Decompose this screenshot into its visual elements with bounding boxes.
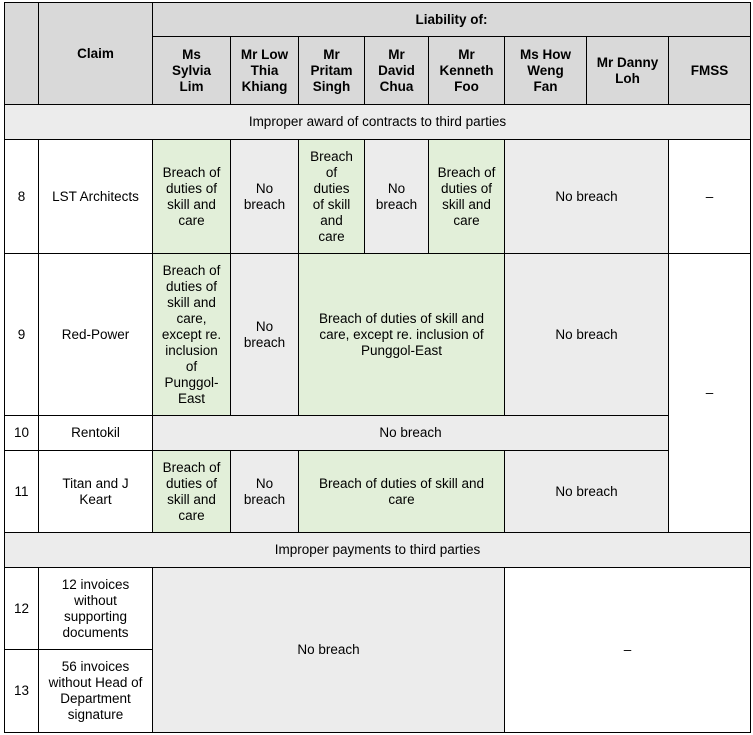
header-party-loh: Mr Danny Loh	[587, 37, 669, 105]
cell-low: No breach	[231, 140, 299, 254]
cell-fmss: –	[669, 254, 751, 533]
header-row-1	[5, 3, 751, 37]
claim-name: Red-Power	[39, 254, 153, 416]
cell-singh-to-foo: Breach of duties of skill and care, except re. inclusion of Punggol-East	[299, 254, 505, 416]
row-number: 13	[5, 650, 39, 733]
row-number: 11	[5, 451, 39, 533]
cell-lim: Breach of duties of skill and care	[153, 451, 231, 533]
cell-foo: Breach of duties of skill and care	[429, 140, 505, 254]
cell-chua: No breach	[365, 140, 429, 254]
row-number: 8	[5, 140, 39, 254]
header-party-fmss: FMSS	[669, 37, 751, 105]
cell-all-parties: No breach	[153, 416, 669, 451]
table-row	[5, 140, 751, 254]
header-party-how: Ms How Weng Fan	[505, 37, 587, 105]
cell-fmss: –	[669, 140, 751, 254]
cell-how-loh: No breach	[505, 140, 669, 254]
claim-name: Titan and J Keart	[39, 451, 153, 533]
header-party-foo: Mr Kenneth Foo	[429, 37, 505, 105]
row-number: 10	[5, 416, 39, 451]
header-party-lim: Ms Sylvia Lim	[153, 37, 231, 105]
header-liability-of: Liability of:	[153, 3, 751, 37]
table-row	[5, 254, 751, 416]
table-row	[5, 568, 751, 650]
claim-name: 56 invoices without Head of Department signature	[39, 650, 153, 733]
row-number: 9	[5, 254, 39, 416]
cell-lim: Breach of duties of skill and care, except re. inclusion of Punggol- East	[153, 254, 231, 416]
header-party-singh: Mr Pritam Singh	[299, 37, 365, 105]
cell-how-loh: No breach	[505, 451, 669, 533]
section-row	[5, 533, 751, 568]
liability-table	[4, 2, 751, 733]
cell-singh-to-foo: Breach of duties of skill and care	[299, 451, 505, 533]
section-title-contracts: Improper award of contracts to third parties	[5, 105, 751, 140]
cell-low: No breach	[231, 451, 299, 533]
claim-name: Rentokil	[39, 416, 153, 451]
cell-low: No breach	[231, 254, 299, 416]
cell-how-loh: No breach	[505, 254, 669, 416]
header-party-low: Mr Low Thia Khiang	[231, 37, 299, 105]
section-row	[5, 105, 751, 140]
header-party-chua: Mr David Chua	[365, 37, 429, 105]
cell-lim-to-foo: No breach	[153, 568, 505, 733]
section-title-payments: Improper payments to third parties	[5, 533, 751, 568]
cell-singh: Breach of duties of skill and care	[299, 140, 365, 254]
table-row	[5, 451, 751, 533]
header-number-cell	[5, 3, 39, 105]
row-number: 12	[5, 568, 39, 650]
header-claim: Claim	[39, 3, 153, 105]
cell-how-to-fmss: –	[505, 568, 751, 733]
table-row	[5, 416, 751, 451]
cell-lim: Breach of duties of skill and care	[153, 140, 231, 254]
claim-name: 12 invoices without supporting documents	[39, 568, 153, 650]
claim-name: LST Architects	[39, 140, 153, 254]
